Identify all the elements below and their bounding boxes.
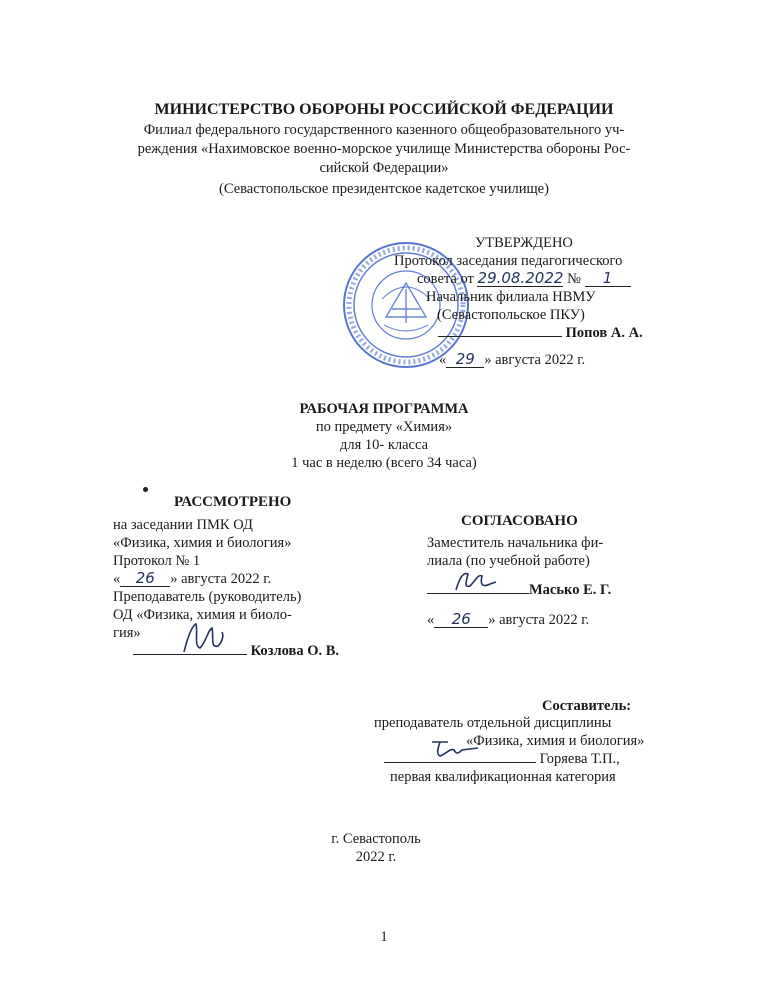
reviewed-quote-open: « [113,571,121,587]
approved-protocol: Протокол заседания педагогического [394,253,623,269]
approved-day: 29 [446,352,484,368]
author-title: Составитель: [542,698,632,714]
agreed-line-2: лиала (по учебной работе) [427,553,590,569]
author-signature-line [384,750,620,768]
reviewed-title: РАССМОТРЕНО [174,494,292,510]
approved-branch: (Севастопольское ПКУ) [437,307,585,323]
reviewed-line-5: Преподаватель (руководитель) [113,589,302,605]
program-title: РАБОЧАЯ ПРОГРАММА [299,401,469,417]
ministry-title: МИНИСТЕРСТВО ОБОРОНЫ РОССИЙСКОЙ ФЕДЕРАЦИИ [154,101,614,118]
reviewed-day: 26 [120,571,170,587]
footer-year: 2022 г. [355,849,397,865]
header-line-2: реждения «Нахимовское военно-морское училище Министерства обороны Рос- [137,141,631,157]
reviewed-date-line [113,570,271,588]
reviewed-signature-icon [178,618,228,658]
program-subject: по предмету «Химия» [315,419,453,435]
approved-council-prefix: совета от [417,271,474,287]
author-signature-icon [428,734,486,762]
page-number: 1 [380,929,388,945]
approved-number-label: № [567,271,581,287]
header-line-3: сийской Федерации» [319,160,449,176]
agreed-day: 26 [434,612,488,628]
agreed-signer: Масько Е. Г. [529,582,612,598]
reviewed-line-7: гия» [113,625,141,641]
author-line-2: «Физика, химия и биология» [466,733,645,749]
approved-council-date: 29.08.2022 [477,269,564,287]
reviewed-line-2: «Физика, химия и биология» [113,535,292,551]
author-line-1: преподаватель отдельной дисциплины [374,715,612,731]
agreed-date-rest: » августа 2022 г. [488,612,590,628]
reviewed-line-3: Протокол № 1 [113,553,201,569]
author-signature-underline [384,762,536,763]
footer-city: г. Севастополь [331,831,421,847]
agreed-line-1: Заместитель начальника фи- [427,535,604,551]
approved-quote-open: « [439,352,447,368]
agreed-signature-icon [452,566,498,596]
reviewed-date-rest: » августа 2022 г. [170,571,272,587]
approved-date-rest: » августа 2022 г. [484,352,586,368]
reviewed-line-6: ОД «Физика, химия и биоло- [113,607,292,623]
agreed-title: СОГЛАСОВАНО [461,513,578,529]
header-line-1: Филиал федерального государственного казенного общеобразовательного уч- [143,122,625,138]
program-grade: для 10- класса [339,437,429,453]
agreed-date-line [427,611,589,629]
approved-position: Начальник филиала НВМУ [426,289,596,305]
reviewed-signer: Козлова О. В. [250,643,340,659]
approved-council-line [417,270,631,288]
bullet-dot [143,487,148,492]
approved-number-value: 1 [585,271,631,287]
program-hours: 1 час в неделю (всего 34 часа) [291,455,477,471]
reviewed-line-1: на заседании ПМК ОД [113,517,253,533]
agreed-quote-open: « [427,612,435,628]
reviewed-signature-line [133,642,339,660]
approved-signer: Попов А. А. [565,325,643,341]
author-line-4: первая квалификационная категория [390,769,616,785]
approved-title: УТВЕРЖДЕНО [475,235,573,251]
header-line-4: (Севастопольское президентское кадетское училище) [219,181,549,197]
approved-signature-line [438,324,643,342]
approved-date-line [439,351,585,369]
approved-signature-underline [438,336,562,337]
author-signer: Горяева Т.П., [539,751,620,767]
